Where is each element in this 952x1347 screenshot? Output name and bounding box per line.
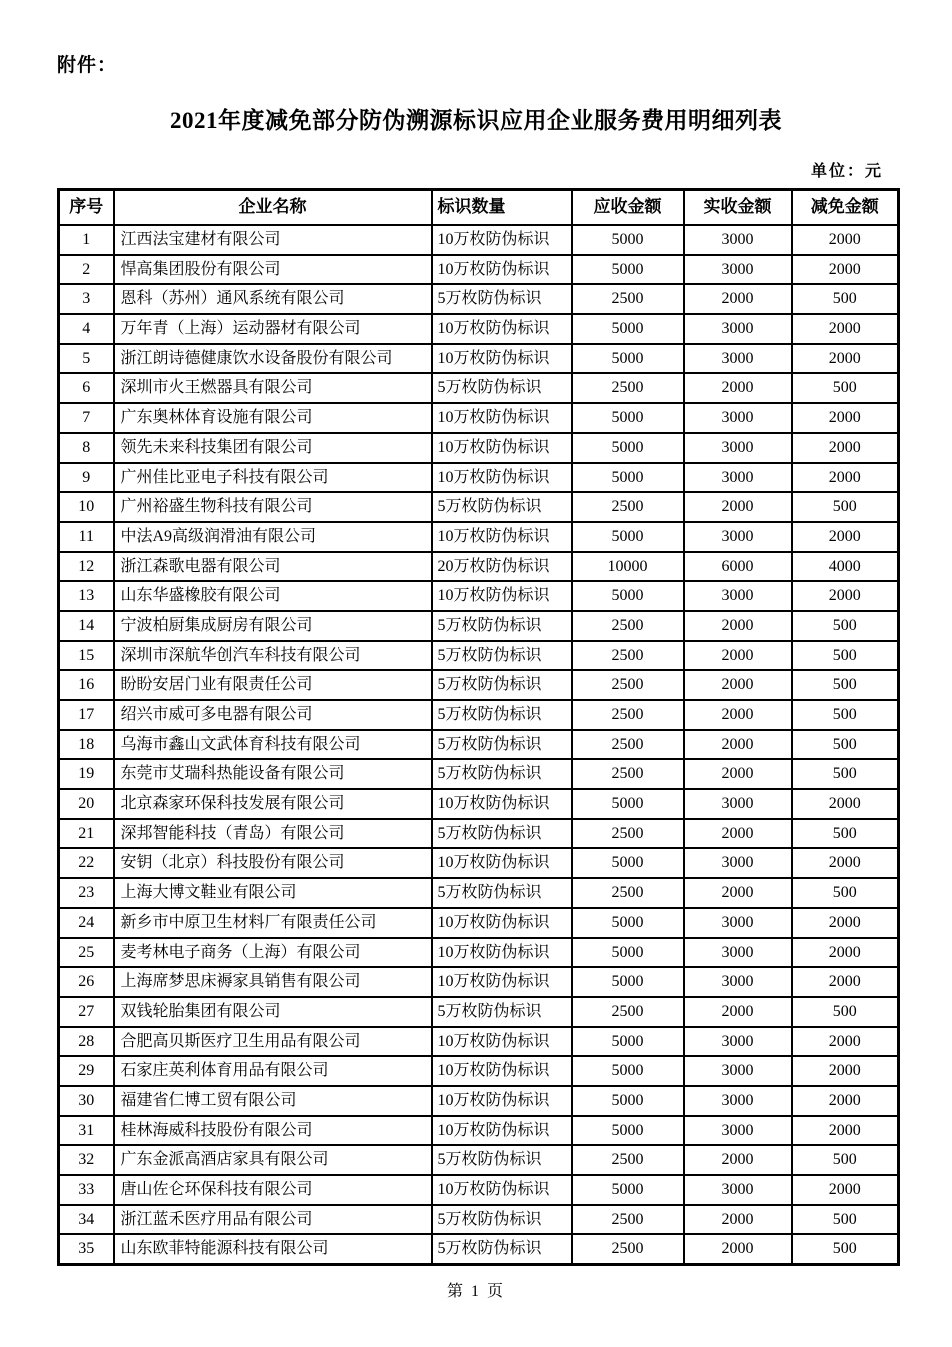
cell-receivable-amount: 2500 bbox=[572, 1205, 684, 1235]
cell-company-name: 上海席梦思床褥家具销售有限公司 bbox=[114, 967, 432, 997]
cell-company-name: 万年青（上海）运动器材有限公司 bbox=[114, 314, 432, 344]
header-receivable-amount: 应收金额 bbox=[572, 190, 684, 226]
cell-received-amount: 3000 bbox=[684, 938, 792, 968]
cell-receivable-amount: 5000 bbox=[572, 848, 684, 878]
cell-label-quantity: 10万枚防伪标识 bbox=[432, 789, 572, 819]
cell-received-amount: 2000 bbox=[684, 878, 792, 908]
table-row bbox=[59, 1116, 899, 1146]
cell-reduction-amount: 500 bbox=[792, 997, 899, 1027]
table-row bbox=[59, 611, 899, 641]
cell-company-name: 山东欧菲特能源科技有限公司 bbox=[114, 1234, 432, 1264]
cell-received-amount: 3000 bbox=[684, 463, 792, 493]
cell-label-quantity: 10万枚防伪标识 bbox=[432, 1116, 572, 1146]
cell-index: 10 bbox=[59, 492, 114, 522]
table-row bbox=[59, 581, 899, 611]
cell-label-quantity: 10万枚防伪标识 bbox=[432, 1175, 572, 1205]
cell-receivable-amount: 2500 bbox=[572, 284, 684, 314]
cell-company-name: 浙江蓝禾医疗用品有限公司 bbox=[114, 1205, 432, 1235]
cell-index: 23 bbox=[59, 878, 114, 908]
cell-reduction-amount: 2000 bbox=[792, 463, 899, 493]
cell-receivable-amount: 2500 bbox=[572, 492, 684, 522]
cell-reduction-amount: 2000 bbox=[792, 581, 899, 611]
cell-received-amount: 3000 bbox=[684, 789, 792, 819]
cell-index: 15 bbox=[59, 641, 114, 671]
cell-reduction-amount: 500 bbox=[792, 819, 899, 849]
cell-company-name: 广东金派高酒店家具有限公司 bbox=[114, 1145, 432, 1175]
table-row bbox=[59, 403, 899, 433]
cell-index: 5 bbox=[59, 344, 114, 374]
unit-label: 单位：元 bbox=[810, 163, 883, 180]
table-row bbox=[59, 938, 899, 968]
cell-index: 35 bbox=[59, 1234, 114, 1264]
table-row bbox=[59, 700, 899, 730]
cell-receivable-amount: 2500 bbox=[572, 373, 684, 403]
cell-index: 33 bbox=[59, 1175, 114, 1205]
page-title: 2021年度减免部分防伪溯源标识应用企业服务费用明细列表 bbox=[170, 108, 782, 133]
cell-reduction-amount: 500 bbox=[792, 373, 899, 403]
cell-label-quantity: 5万枚防伪标识 bbox=[432, 492, 572, 522]
cell-received-amount: 3000 bbox=[684, 967, 792, 997]
cell-receivable-amount: 5000 bbox=[572, 314, 684, 344]
cell-reduction-amount: 500 bbox=[792, 1205, 899, 1235]
cell-received-amount: 2000 bbox=[684, 730, 792, 760]
cell-reduction-amount: 2000 bbox=[792, 1175, 899, 1205]
cell-receivable-amount: 2500 bbox=[572, 878, 684, 908]
cell-receivable-amount: 2500 bbox=[572, 759, 684, 789]
table-row bbox=[59, 670, 899, 700]
table-row bbox=[59, 255, 899, 285]
header-index: 序号 bbox=[59, 190, 114, 226]
cell-index: 7 bbox=[59, 403, 114, 433]
cell-reduction-amount: 2000 bbox=[792, 1027, 899, 1057]
cell-receivable-amount: 5000 bbox=[572, 433, 684, 463]
cell-label-quantity: 10万枚防伪标识 bbox=[432, 1056, 572, 1086]
cell-reduction-amount: 500 bbox=[792, 284, 899, 314]
cell-label-quantity: 5万枚防伪标识 bbox=[432, 819, 572, 849]
cell-received-amount: 3000 bbox=[684, 1086, 792, 1116]
attachment-label: 附件： bbox=[57, 55, 118, 76]
cell-reduction-amount: 2000 bbox=[792, 1086, 899, 1116]
cell-receivable-amount: 5000 bbox=[572, 908, 684, 938]
cell-company-name: 唐山佐仑环保科技有限公司 bbox=[114, 1175, 432, 1205]
cell-company-name: 北京森家环保科技发展有限公司 bbox=[114, 789, 432, 819]
cell-receivable-amount: 2500 bbox=[572, 670, 684, 700]
cell-reduction-amount: 500 bbox=[792, 730, 899, 760]
cell-label-quantity: 5万枚防伪标识 bbox=[432, 1205, 572, 1235]
cell-received-amount: 2000 bbox=[684, 997, 792, 1027]
cell-reduction-amount: 500 bbox=[792, 759, 899, 789]
header-received-amount: 实收金额 bbox=[684, 190, 792, 226]
table-row bbox=[59, 789, 899, 819]
cell-label-quantity: 10万枚防伪标识 bbox=[432, 314, 572, 344]
cell-receivable-amount: 5000 bbox=[572, 463, 684, 493]
unit-label-wrap bbox=[57, 158, 897, 181]
cell-index: 11 bbox=[59, 522, 114, 552]
cell-label-quantity: 5万枚防伪标识 bbox=[432, 373, 572, 403]
cell-received-amount: 2000 bbox=[684, 759, 792, 789]
cell-label-quantity: 5万枚防伪标识 bbox=[432, 759, 572, 789]
cell-reduction-amount: 2000 bbox=[792, 403, 899, 433]
table-row bbox=[59, 1234, 899, 1264]
table-row bbox=[59, 819, 899, 849]
cell-index: 4 bbox=[59, 314, 114, 344]
cell-received-amount: 3000 bbox=[684, 908, 792, 938]
cell-receivable-amount: 2500 bbox=[572, 997, 684, 1027]
table-row bbox=[59, 463, 899, 493]
cell-index: 8 bbox=[59, 433, 114, 463]
cell-label-quantity: 10万枚防伪标识 bbox=[432, 344, 572, 374]
cell-received-amount: 3000 bbox=[684, 581, 792, 611]
cell-receivable-amount: 5000 bbox=[572, 255, 684, 285]
cell-reduction-amount: 4000 bbox=[792, 552, 899, 582]
cell-label-quantity: 10万枚防伪标识 bbox=[432, 1086, 572, 1116]
cell-index: 30 bbox=[59, 1086, 114, 1116]
cell-receivable-amount: 5000 bbox=[572, 403, 684, 433]
cell-company-name: 领先未来科技集团有限公司 bbox=[114, 433, 432, 463]
cell-index: 21 bbox=[59, 819, 114, 849]
cell-label-quantity: 10万枚防伪标识 bbox=[432, 255, 572, 285]
cell-label-quantity: 10万枚防伪标识 bbox=[432, 967, 572, 997]
cell-company-name: 宁波柏厨集成厨房有限公司 bbox=[114, 611, 432, 641]
cell-reduction-amount: 500 bbox=[792, 492, 899, 522]
cell-company-name: 广州佳比亚电子科技有限公司 bbox=[114, 463, 432, 493]
cell-index: 20 bbox=[59, 789, 114, 819]
cell-receivable-amount: 2500 bbox=[572, 1145, 684, 1175]
cell-company-name: 中法A9高级润滑油有限公司 bbox=[114, 522, 432, 552]
cell-label-quantity: 10万枚防伪标识 bbox=[432, 433, 572, 463]
cell-received-amount: 2000 bbox=[684, 284, 792, 314]
cell-reduction-amount: 500 bbox=[792, 641, 899, 671]
cell-received-amount: 3000 bbox=[684, 1175, 792, 1205]
table-row bbox=[59, 967, 899, 997]
cell-index: 27 bbox=[59, 997, 114, 1027]
header-reduction-amount: 减免金额 bbox=[792, 190, 899, 226]
cell-reduction-amount: 2000 bbox=[792, 522, 899, 552]
cell-reduction-amount: 2000 bbox=[792, 938, 899, 968]
cell-label-quantity: 5万枚防伪标识 bbox=[432, 700, 572, 730]
cell-received-amount: 3000 bbox=[684, 1056, 792, 1086]
cell-reduction-amount: 500 bbox=[792, 1234, 899, 1264]
table-row bbox=[59, 314, 899, 344]
cell-label-quantity: 10万枚防伪标识 bbox=[432, 1027, 572, 1057]
table-row bbox=[59, 848, 899, 878]
cell-receivable-amount: 5000 bbox=[572, 967, 684, 997]
cell-index: 28 bbox=[59, 1027, 114, 1057]
table-row bbox=[59, 1145, 899, 1175]
cell-receivable-amount: 5000 bbox=[572, 1086, 684, 1116]
cell-received-amount: 3000 bbox=[684, 225, 792, 255]
cell-index: 29 bbox=[59, 1056, 114, 1086]
cell-company-name: 深圳市火王燃器具有限公司 bbox=[114, 373, 432, 403]
cell-received-amount: 2000 bbox=[684, 611, 792, 641]
cell-receivable-amount: 5000 bbox=[572, 344, 684, 374]
cell-index: 22 bbox=[59, 848, 114, 878]
cell-company-name: 福建省仁博工贸有限公司 bbox=[114, 1086, 432, 1116]
cell-received-amount: 2000 bbox=[684, 819, 792, 849]
cell-index: 1 bbox=[59, 225, 114, 255]
table-row bbox=[59, 1027, 899, 1057]
table-row bbox=[59, 1175, 899, 1205]
cell-label-quantity: 5万枚防伪标识 bbox=[432, 641, 572, 671]
table-row bbox=[59, 641, 899, 671]
header-label-quantity: 标识数量 bbox=[432, 190, 572, 226]
cell-company-name: 广州裕盛生物科技有限公司 bbox=[114, 492, 432, 522]
cell-company-name: 新乡市中原卫生材料厂有限责任公司 bbox=[114, 908, 432, 938]
cell-index: 14 bbox=[59, 611, 114, 641]
table-header-row bbox=[59, 190, 899, 226]
cell-company-name: 桂林海威科技股份有限公司 bbox=[114, 1116, 432, 1146]
cell-reduction-amount: 2000 bbox=[792, 789, 899, 819]
cell-index: 3 bbox=[59, 284, 114, 314]
cell-reduction-amount: 2000 bbox=[792, 967, 899, 997]
cell-label-quantity: 5万枚防伪标识 bbox=[432, 670, 572, 700]
cell-label-quantity: 10万枚防伪标识 bbox=[432, 463, 572, 493]
header-company-name: 企业名称 bbox=[114, 190, 432, 226]
table-row bbox=[59, 373, 899, 403]
cell-label-quantity: 5万枚防伪标识 bbox=[432, 611, 572, 641]
cell-company-name: 浙江森歌电器有限公司 bbox=[114, 552, 432, 582]
cell-company-name: 石家庄英利体育用品有限公司 bbox=[114, 1056, 432, 1086]
cell-label-quantity: 10万枚防伪标识 bbox=[432, 403, 572, 433]
cell-receivable-amount: 5000 bbox=[572, 225, 684, 255]
cell-reduction-amount: 500 bbox=[792, 1145, 899, 1175]
cell-receivable-amount: 5000 bbox=[572, 1116, 684, 1146]
cell-receivable-amount: 2500 bbox=[572, 1234, 684, 1264]
cell-reduction-amount: 2000 bbox=[792, 1116, 899, 1146]
cell-company-name: 麦考林电子商务（上海）有限公司 bbox=[114, 938, 432, 968]
cell-index: 17 bbox=[59, 700, 114, 730]
cell-index: 9 bbox=[59, 463, 114, 493]
cell-received-amount: 3000 bbox=[684, 1027, 792, 1057]
cell-received-amount: 2000 bbox=[684, 641, 792, 671]
cell-received-amount: 2000 bbox=[684, 700, 792, 730]
cell-label-quantity: 10万枚防伪标识 bbox=[432, 581, 572, 611]
cell-company-name: 盼盼安居门业有限责任公司 bbox=[114, 670, 432, 700]
cell-reduction-amount: 2000 bbox=[792, 433, 899, 463]
cell-company-name: 乌海市鑫山文武体育科技有限公司 bbox=[114, 730, 432, 760]
cell-reduction-amount: 2000 bbox=[792, 225, 899, 255]
table-row bbox=[59, 433, 899, 463]
cell-label-quantity: 5万枚防伪标识 bbox=[432, 1145, 572, 1175]
cell-label-quantity: 10万枚防伪标识 bbox=[432, 938, 572, 968]
cell-company-name: 安钥（北京）科技股份有限公司 bbox=[114, 848, 432, 878]
cell-label-quantity: 10万枚防伪标识 bbox=[432, 522, 572, 552]
table-row bbox=[59, 225, 899, 255]
cell-reduction-amount: 500 bbox=[792, 878, 899, 908]
cell-label-quantity: 5万枚防伪标识 bbox=[432, 997, 572, 1027]
table-row bbox=[59, 878, 899, 908]
cell-company-name: 深圳市深航华创汽车科技有限公司 bbox=[114, 641, 432, 671]
cell-receivable-amount: 5000 bbox=[572, 581, 684, 611]
cell-reduction-amount: 2000 bbox=[792, 1056, 899, 1086]
cell-index: 32 bbox=[59, 1145, 114, 1175]
table-header bbox=[59, 190, 899, 226]
cell-index: 13 bbox=[59, 581, 114, 611]
cell-label-quantity: 5万枚防伪标识 bbox=[432, 730, 572, 760]
cell-label-quantity: 5万枚防伪标识 bbox=[432, 1234, 572, 1264]
cell-index: 25 bbox=[59, 938, 114, 968]
cell-label-quantity: 10万枚防伪标识 bbox=[432, 848, 572, 878]
table-row bbox=[59, 759, 899, 789]
table-row bbox=[59, 1086, 899, 1116]
cell-index: 26 bbox=[59, 967, 114, 997]
cell-reduction-amount: 2000 bbox=[792, 344, 899, 374]
table-row bbox=[59, 997, 899, 1027]
table-row bbox=[59, 492, 899, 522]
cell-receivable-amount: 2500 bbox=[572, 641, 684, 671]
cell-company-name: 深邦智能科技（青岛）有限公司 bbox=[114, 819, 432, 849]
cell-received-amount: 3000 bbox=[684, 255, 792, 285]
cell-reduction-amount: 2000 bbox=[792, 314, 899, 344]
cell-company-name: 浙江朗诗德健康饮水设备股份有限公司 bbox=[114, 344, 432, 374]
cell-receivable-amount: 5000 bbox=[572, 1027, 684, 1057]
cell-company-name: 恩科（苏州）通风系统有限公司 bbox=[114, 284, 432, 314]
cell-reduction-amount: 500 bbox=[792, 700, 899, 730]
cell-company-name: 江西法宝建材有限公司 bbox=[114, 225, 432, 255]
cell-reduction-amount: 2000 bbox=[792, 848, 899, 878]
cell-receivable-amount: 2500 bbox=[572, 700, 684, 730]
table-row bbox=[59, 344, 899, 374]
cell-receivable-amount: 5000 bbox=[572, 1056, 684, 1086]
table-row bbox=[59, 908, 899, 938]
cell-index: 12 bbox=[59, 552, 114, 582]
cell-company-name: 悍高集团股份有限公司 bbox=[114, 255, 432, 285]
cell-receivable-amount: 2500 bbox=[572, 611, 684, 641]
cell-company-name: 山东华盛橡胶有限公司 bbox=[114, 581, 432, 611]
cell-received-amount: 3000 bbox=[684, 848, 792, 878]
cell-company-name: 广东奥林体育设施有限公司 bbox=[114, 403, 432, 433]
cell-receivable-amount: 2500 bbox=[572, 730, 684, 760]
table-row bbox=[59, 1056, 899, 1086]
cell-received-amount: 2000 bbox=[684, 373, 792, 403]
cell-company-name: 合肥高贝斯医疗卫生用品有限公司 bbox=[114, 1027, 432, 1057]
table-row bbox=[59, 730, 899, 760]
cell-receivable-amount: 5000 bbox=[572, 938, 684, 968]
table-body bbox=[59, 225, 899, 1265]
cell-company-name: 双钱轮胎集团有限公司 bbox=[114, 997, 432, 1027]
cell-reduction-amount: 500 bbox=[792, 611, 899, 641]
table-row bbox=[59, 284, 899, 314]
cell-label-quantity: 5万枚防伪标识 bbox=[432, 878, 572, 908]
table-row bbox=[59, 1205, 899, 1235]
cell-received-amount: 3000 bbox=[684, 1116, 792, 1146]
cell-received-amount: 3000 bbox=[684, 344, 792, 374]
cell-index: 6 bbox=[59, 373, 114, 403]
cell-received-amount: 2000 bbox=[684, 1234, 792, 1264]
cell-received-amount: 2000 bbox=[684, 1205, 792, 1235]
table-row bbox=[59, 552, 899, 582]
cell-received-amount: 2000 bbox=[684, 492, 792, 522]
cell-reduction-amount: 2000 bbox=[792, 908, 899, 938]
cell-label-quantity: 5万枚防伪标识 bbox=[432, 284, 572, 314]
cell-received-amount: 3000 bbox=[684, 433, 792, 463]
cell-received-amount: 2000 bbox=[684, 1145, 792, 1175]
cell-received-amount: 6000 bbox=[684, 552, 792, 582]
cell-company-name: 东莞市艾瑞科热能设备有限公司 bbox=[114, 759, 432, 789]
cell-received-amount: 2000 bbox=[684, 670, 792, 700]
cell-receivable-amount: 5000 bbox=[572, 789, 684, 819]
table-row bbox=[59, 522, 899, 552]
cell-received-amount: 3000 bbox=[684, 403, 792, 433]
cell-label-quantity: 10万枚防伪标识 bbox=[432, 908, 572, 938]
fee-table bbox=[57, 188, 900, 1266]
cell-received-amount: 3000 bbox=[684, 522, 792, 552]
cell-label-quantity: 20万枚防伪标识 bbox=[432, 552, 572, 582]
cell-index: 24 bbox=[59, 908, 114, 938]
cell-receivable-amount: 5000 bbox=[572, 1175, 684, 1205]
cell-index: 19 bbox=[59, 759, 114, 789]
cell-reduction-amount: 500 bbox=[792, 670, 899, 700]
cell-receivable-amount: 2500 bbox=[572, 819, 684, 849]
cell-index: 2 bbox=[59, 255, 114, 285]
cell-label-quantity: 10万枚防伪标识 bbox=[432, 225, 572, 255]
cell-index: 34 bbox=[59, 1205, 114, 1235]
cell-company-name: 上海大博文鞋业有限公司 bbox=[114, 878, 432, 908]
cell-index: 31 bbox=[59, 1116, 114, 1146]
cell-index: 16 bbox=[59, 670, 114, 700]
cell-reduction-amount: 2000 bbox=[792, 255, 899, 285]
cell-index: 18 bbox=[59, 730, 114, 760]
cell-company-name: 绍兴市威可多电器有限公司 bbox=[114, 700, 432, 730]
cell-receivable-amount: 10000 bbox=[572, 552, 684, 582]
page-number: 第 1 页 bbox=[446, 1283, 505, 1300]
cell-received-amount: 3000 bbox=[684, 314, 792, 344]
cell-receivable-amount: 5000 bbox=[572, 522, 684, 552]
